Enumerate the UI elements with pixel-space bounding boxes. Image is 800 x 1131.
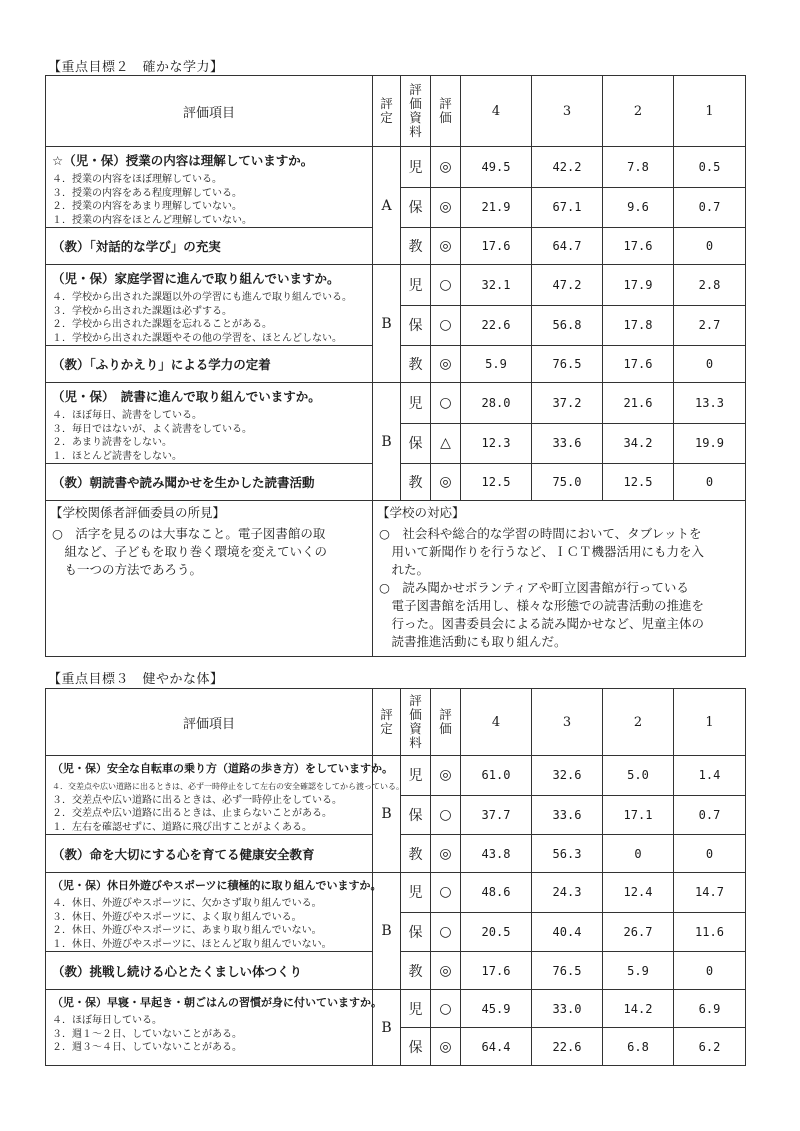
question-text: （児・保）家庭学習に進んで取り組んでいますか。 (52, 271, 340, 286)
value-4: 12.3 (461, 423, 532, 464)
value-2: 17.9 (603, 265, 674, 306)
option: ４．学校から出された課題以外の学習にも進んで取り組んでいる。 (52, 292, 352, 303)
value-3: 47.2 (532, 265, 603, 306)
response-text: ○ 社会科や総合的な学習の時間において、タブレットを 用いて新聞作りを行うなど、ＩＣＴ機器活用にも力を入 れた。 ○ 読み聞かせボランティアや町立図書館が行っている 電子図書館を活用し、様々な形態での読書活動の推進を 行った。図書委員会による読み聞かせなど、児童主体の 読書推進活動にも取り組んだ。 (379, 526, 705, 649)
option: ３．週１～２日、していないことがある。 (52, 1028, 242, 1040)
teacher-item: （教）「対話的な学び」の充実 (46, 228, 373, 265)
source-cell: 児 (401, 265, 431, 306)
option: ３．交差点や広い道路に出るときは、必ず一時停止をしている。 (52, 794, 342, 806)
option: １．休日、外遊びやスポーツに、ほとんど取り組んでいない。 (52, 938, 332, 950)
source-cell: 保 (401, 423, 431, 464)
source-cell: 教 (401, 346, 431, 383)
grade-cell: B (373, 756, 401, 873)
school-response (373, 501, 746, 657)
header-grade: 評 定 (373, 689, 401, 756)
value-1: 0 (674, 346, 746, 383)
value-4: 37.7 (461, 795, 532, 835)
value-2: 26.7 (603, 912, 674, 952)
value-3: 40.4 (532, 912, 603, 952)
table-row (46, 147, 746, 188)
header-2: 2 (603, 76, 674, 147)
option: ４．ほぼ毎日している。 (52, 1015, 162, 1026)
notes-row (46, 501, 746, 657)
grade-cell: B (373, 265, 401, 383)
option: １．授業の内容をほとんど理解していない。 (52, 214, 252, 226)
value-1: 0 (674, 952, 746, 990)
value-2: 5.0 (603, 756, 674, 796)
header-4: 4 (461, 76, 532, 147)
option: ４．ほぼ毎日、読書をしている。 (52, 410, 202, 421)
eval-mark: ○ (431, 265, 461, 306)
value-3: 56.3 (532, 835, 603, 873)
eval-mark: ◎ (431, 756, 461, 796)
option: ２．週３～４日、していないことがある。 (52, 1042, 242, 1053)
value-2: 7.8 (603, 147, 674, 188)
value-4: 43.8 (461, 835, 532, 873)
value-2: 6.8 (603, 1028, 674, 1066)
value-1: 0.5 (674, 147, 746, 188)
value-1: 0 (674, 835, 746, 873)
source-cell: 児 (401, 756, 431, 796)
value-4: 22.6 (461, 305, 532, 346)
value-2: 21.6 (603, 383, 674, 424)
value-4: 28.0 (461, 383, 532, 424)
header-3: 3 (532, 689, 603, 756)
value-3: 33.6 (532, 795, 603, 835)
option-list (52, 897, 366, 951)
table-row (46, 990, 746, 1028)
value-1: 0.7 (674, 187, 746, 228)
grade-cell: B (373, 990, 401, 1066)
committee-title: 【学校関係者評価委員の所見】 (50, 505, 226, 520)
source-cell: 児 (401, 383, 431, 424)
item-cell (46, 873, 382, 952)
table-row (46, 265, 746, 306)
teacher-item: （教）命を大切にする心を育てる健康安全教育 (46, 835, 373, 873)
option: １．学校から出された課題やその他の学習を、ほとんどしない。 (52, 332, 342, 344)
header-source: 評 価 資 料 (401, 689, 431, 756)
option: ４．授業の内容をほぼ理解している。 (52, 174, 222, 185)
eval-mark: ◎ (431, 1028, 461, 1066)
goal3-title: 【重点目標３ 健やかな体】 (48, 672, 224, 687)
item-cell (46, 756, 404, 835)
value-1: 6.9 (674, 990, 746, 1028)
value-3: 24.3 (532, 873, 603, 913)
eval-mark: ○ (431, 912, 461, 952)
value-3: 56.8 (532, 305, 603, 346)
option: ３．学校から出された課題は必ずする。 (52, 305, 232, 317)
value-3: 64.7 (532, 228, 603, 265)
table-row (46, 383, 746, 424)
teacher-item: （教）挑戦し続ける心とたくましい体つくり (46, 952, 373, 990)
option: ４．交差点や広い道路に出るときは、必ず一時停止をして左右の安全確認をしてから渡っている。 (52, 782, 404, 791)
value-1: 19.9 (674, 423, 746, 464)
value-4: 32.1 (461, 265, 532, 306)
committee-note (46, 501, 373, 657)
value-4: 49.5 (461, 147, 532, 188)
value-2: 17.8 (603, 305, 674, 346)
option: ４．休日、外遊びやスポーツに、欠かさず取り組んでいる。 (52, 898, 322, 909)
header-3: 3 (532, 76, 603, 147)
value-1: 0 (674, 464, 746, 501)
value-4: 17.6 (461, 228, 532, 265)
value-2: 9.6 (603, 187, 674, 228)
source-cell: 児 (401, 990, 431, 1028)
option: ２．学校から出された課題を忘れることがある。 (52, 319, 272, 330)
value-4: 61.0 (461, 756, 532, 796)
option: １．ほとんど読書をしない。 (52, 450, 182, 462)
value-2: 17.1 (603, 795, 674, 835)
value-1: 1.4 (674, 756, 746, 796)
value-2: 34.2 (603, 423, 674, 464)
value-3: 76.5 (532, 952, 603, 990)
eval-mark: ◎ (431, 835, 461, 873)
value-4: 64.4 (461, 1028, 532, 1066)
source-cell: 保 (401, 795, 431, 835)
option: ３．休日、外遊びやスポーツに、よく取り組んでいる。 (52, 911, 302, 923)
value-1: 2.7 (674, 305, 746, 346)
value-3: 33.0 (532, 990, 603, 1028)
question-text: （児・保） 読書に進んで取り組んでいますか。 (52, 389, 321, 404)
eval-mark: ○ (431, 795, 461, 835)
value-2: 5.9 (603, 952, 674, 990)
source-cell: 教 (401, 952, 431, 990)
value-1: 14.7 (674, 873, 746, 913)
value-4: 45.9 (461, 990, 532, 1028)
value-1: 13.3 (674, 383, 746, 424)
value-2: 12.4 (603, 873, 674, 913)
header-source: 評 価 資 料 (401, 76, 431, 147)
option-list (52, 173, 366, 227)
value-1: 2.8 (674, 265, 746, 306)
teacher-item: （教）「ふりかえり」による学力の定着 (46, 346, 373, 383)
response-title: 【学校の対応】 (377, 505, 465, 520)
header-4: 4 (461, 689, 532, 756)
value-3: 76.5 (532, 346, 603, 383)
value-2: 14.2 (603, 990, 674, 1028)
source-cell: 児 (401, 873, 431, 913)
source-cell: 教 (401, 228, 431, 265)
committee-text: ○ 活字を見るのは大事なこと。電子図書館の取 組など、子どもを取り巻く環境を変えていくの も一つの方法であろう。 (52, 526, 328, 577)
option: ２．あまり読書をしない。 (52, 437, 172, 448)
option-list (52, 780, 404, 834)
value-4: 5.9 (461, 346, 532, 383)
source-cell: 保 (401, 1028, 431, 1066)
option-list (52, 291, 366, 345)
option: ２．休日、外遊びやスポーツに、あまり取り組んでいない。 (52, 925, 322, 936)
eval-mark: ◎ (431, 187, 461, 228)
question-text: ☆（児・保）授業の内容は理解していますか。 (52, 153, 314, 168)
value-3: 33.6 (532, 423, 603, 464)
source-cell: 教 (401, 835, 431, 873)
eval-mark: ◎ (431, 464, 461, 501)
eval-mark: ◎ (431, 952, 461, 990)
eval-mark: ○ (431, 383, 461, 424)
item-cell (46, 990, 382, 1066)
grade-cell: B (373, 383, 401, 501)
source-cell: 保 (401, 187, 431, 228)
value-2: 17.6 (603, 346, 674, 383)
value-4: 21.9 (461, 187, 532, 228)
header-eval: 評 価 (431, 76, 461, 147)
value-2: 17.6 (603, 228, 674, 265)
eval-mark: △ (431, 423, 461, 464)
option: ３．授業の内容をある程度理解している。 (52, 187, 242, 199)
option-list (52, 1014, 366, 1055)
teacher-item: （教）朝読書や読み聞かせを生かした読書活動 (46, 464, 373, 501)
value-3: 67.1 (532, 187, 603, 228)
eval-mark: ○ (431, 305, 461, 346)
header-grade: 評 定 (373, 76, 401, 147)
question-text: （児・保）早寝・早起き・朝ごはんの習慣が身に付いていますか。 (52, 996, 382, 1009)
header-eval: 評 価 (431, 689, 461, 756)
option: ２．交差点や広い道路に出るときは、止まらないことがある。 (52, 808, 332, 819)
goal2-table (45, 75, 746, 657)
option: ２．授業の内容をあまり理解していない。 (52, 201, 242, 212)
value-4: 20.5 (461, 912, 532, 952)
question-text: （児・保）休日外遊びやスポーツに積極的に取り組んでいますか。 (52, 879, 382, 892)
table-row (46, 873, 746, 913)
value-1: 6.2 (674, 1028, 746, 1066)
eval-mark: ◎ (431, 228, 461, 265)
eval-mark: ◎ (431, 147, 461, 188)
value-2: 12.5 (603, 464, 674, 501)
value-1: 11.6 (674, 912, 746, 952)
source-cell: 保 (401, 305, 431, 346)
item-cell (46, 147, 373, 228)
value-1: 0.7 (674, 795, 746, 835)
goal3-header-row (46, 689, 746, 756)
eval-mark: ◎ (431, 346, 461, 383)
value-4: 12.5 (461, 464, 532, 501)
value-3: 32.6 (532, 756, 603, 796)
header-item: 評価項目 (46, 76, 373, 147)
item-cell (46, 383, 373, 464)
eval-mark: ○ (431, 990, 461, 1028)
question-text: （児・保）安全な自転車の乗り方（道路の歩き方）をしていますか。 (52, 762, 393, 775)
item-cell (46, 265, 373, 346)
goal2-header-row (46, 76, 746, 147)
value-3: 75.0 (532, 464, 603, 501)
value-2: 0 (603, 835, 674, 873)
value-3: 42.2 (532, 147, 603, 188)
eval-mark: ○ (431, 873, 461, 913)
option: １．左右を確認せずに、道路に飛び出すことがよくある。 (52, 821, 312, 833)
source-cell: 教 (401, 464, 431, 501)
value-3: 22.6 (532, 1028, 603, 1066)
grade-cell: A (373, 147, 401, 265)
goal3-table (45, 688, 746, 1066)
header-item: 評価項目 (46, 689, 373, 756)
source-cell: 保 (401, 912, 431, 952)
goal2-title: 【重点目標２ 確かな学力】 (48, 60, 224, 75)
grade-cell: B (373, 873, 401, 990)
value-1: 0 (674, 228, 746, 265)
option-list (52, 409, 366, 463)
value-4: 17.6 (461, 952, 532, 990)
table-row (46, 756, 746, 796)
value-4: 48.6 (461, 873, 532, 913)
source-cell: 児 (401, 147, 431, 188)
value-3: 37.2 (532, 383, 603, 424)
header-1: 1 (674, 76, 746, 147)
header-2: 2 (603, 689, 674, 756)
option: ３．毎日ではないが、よく読書をしている。 (52, 423, 252, 435)
header-1: 1 (674, 689, 746, 756)
